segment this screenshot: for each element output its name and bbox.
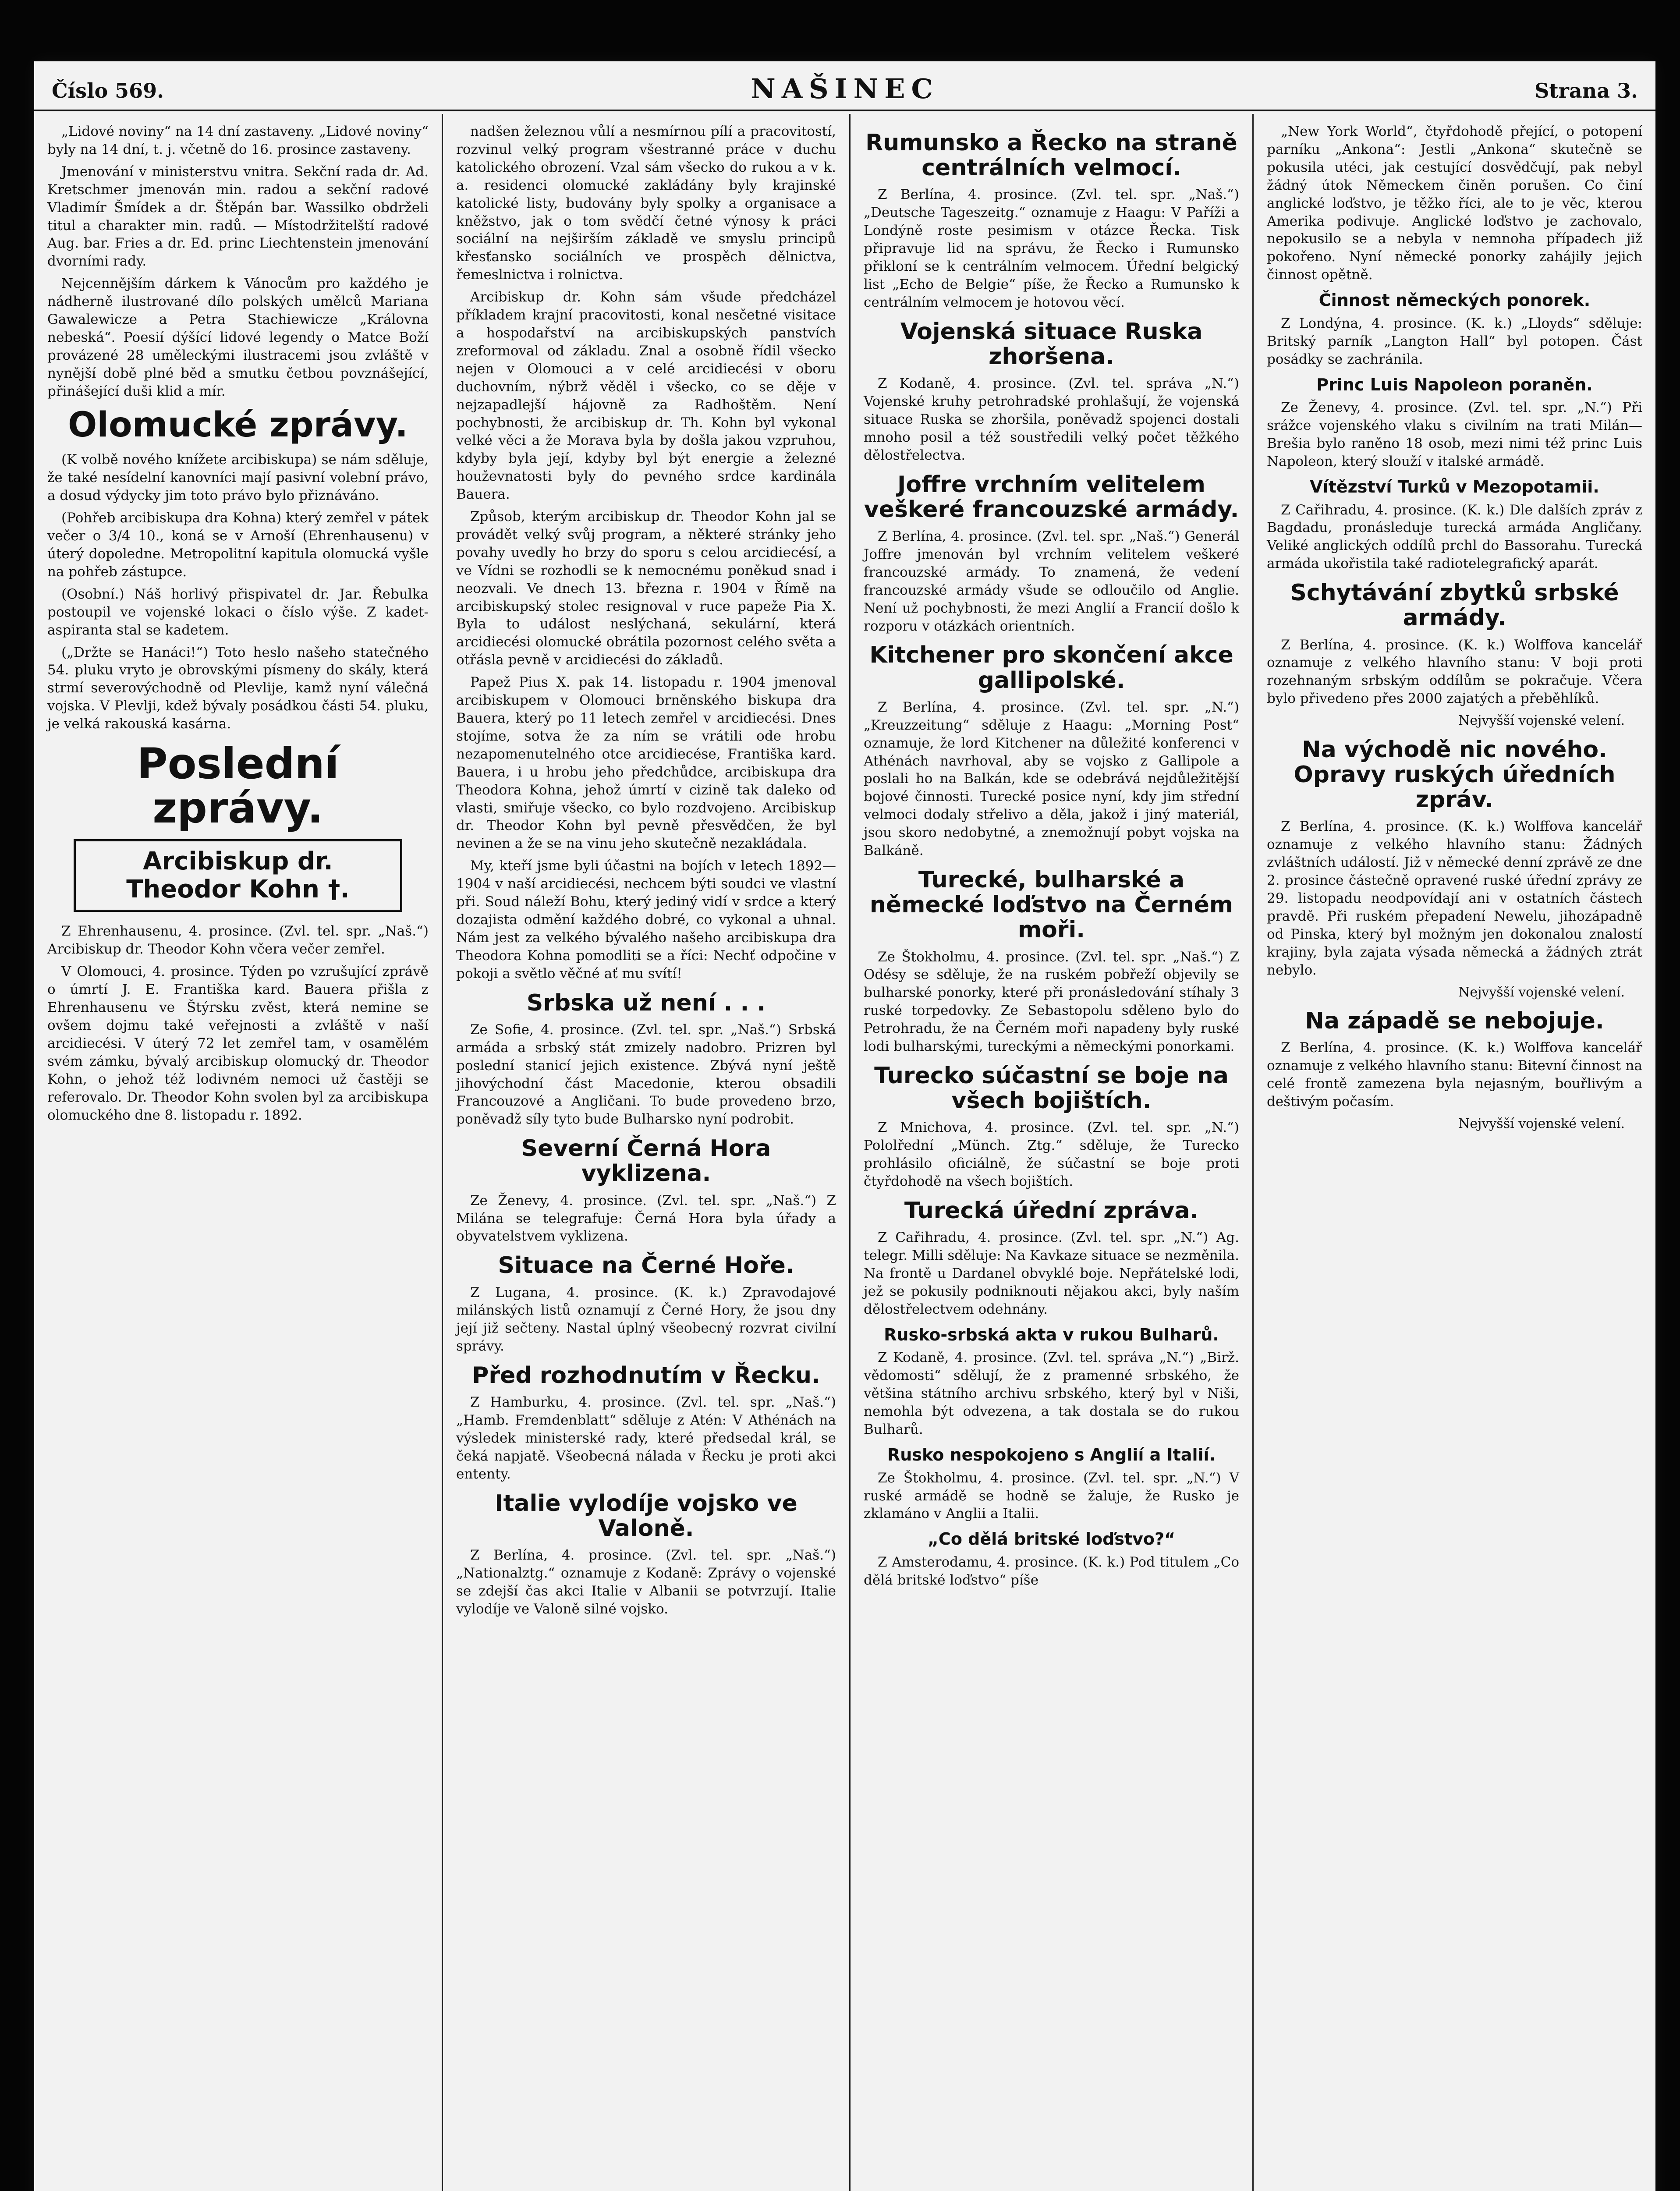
article-paragraph: (Pohřeb arcibiskupa dra Kohna) který zemřel v pátek večer o 3/4 10., koná se v Arnoší (Ehrenhausenu) v úterý dopoledne. Metropolitní kapitula olomucká vyšle na pohřeb zástupce. <box>47 510 429 580</box>
article-paragraph: Z Berlína, 4. prosince. (Zvl. tel. spr. „Naš.“) Generál Joffre jmenován byl vrchním velitelem veškeré francouzské armády. To znamená, že vedení francouzské armády všude se odloučilo od Anglie. Není už pochybnosti, že mezi Anglií a Francií došlo k rozporu v otázkách orientních. <box>864 528 1239 634</box>
article-paragraph: Z Cařihradu, 4. prosince. (Zvl. tel. spr. „N.“) Ag. telegr. Milli sděluje: Na Kavkaze situace se nezměnila. Na frontě u Dardanel obvyklé boje. Nepřátelské lodi, jež se pokusily podniknouti nějakou akci, byly naším dělostřelectvem odehnány. <box>864 1230 1239 1317</box>
article-heading: Činnost německých ponorek. <box>1318 291 1591 310</box>
article-paragraph: „Lidové noviny“ na 14 dní zastaveny. „Lidové noviny“ byly na 14 dní, t. j. včetně do 16. prosince zastaveny. <box>47 124 429 157</box>
article-paragraph: Z Mnichova, 4. prosince. (Zvl. tel. spr. „N.“) Pololřední „Münch. Ztg.“ sděluje, že Turecko prohlásilo oficiálně, že súčastní se boje proti čtyřdohodě na všech bojištích. <box>864 1120 1239 1190</box>
signature: Nejvyšší vojenské velení. <box>1458 1116 1625 1131</box>
article-paragraph: („Držte se Hanáci!“) Toto heslo našeho statečného 54. pluku vryto je obrovskými písmeny do skály, která strmí severovýchodně od Plevlije, kamž nyní válečná vojska. V Plevlji, kdež bývaly posádkou části 54. pluku, je velká rakouská kasárna. <box>47 644 429 732</box>
article-heading: Severní Černá Hora vyklizena. <box>521 1135 771 1187</box>
article-paragraph: Ze Štokholmu, 4. prosince. (Zvl. tel. spr. „N.“) V ruské armádě se hodně se žaluje, že Rusko je zklamáno v Anglii a Italii. <box>864 1470 1239 1522</box>
obituary-box: Arcibiskup dr. Theodor Kohn †. <box>74 839 402 912</box>
section-heading: Olomucké zprávy. <box>67 405 408 445</box>
article-paragraph: Arcibiskup dr. Kohn sám všude předcházel příkladem krajní pracovitosti, konal nesčetné visitace a hospodařství na arcibiskupských panstvích zreformoval od základu. Znal a osobně řídil všecko nejen v Olomouci a v celé arcidiecési v oboru duchovním, nýbrž věděl i všecko, co se děje v nejzapadlejší hájovně za Radhoštěm. Není pochybnosti, že arcibiskup dr. Th. Kohn byl vykonal velké věci a že Morava byla by došla jakou vzpruhou, kdyby byla její, kdyby byl být energie a železné houževnatosti byly do pevného srdce kardinála Bauera. <box>456 289 836 503</box>
newspaper-page <box>34 61 1655 2191</box>
article-paragraph: Ze Ženevy, 4. prosince. (Zvl. tel. spr. „Naš.“) Z Milána se telegrafuje: Černá Hora byla úřady a obyvatelstvem vyklizena. <box>456 1192 836 1244</box>
page-number: Strana 3. <box>1535 79 1638 103</box>
article-heading: Vojenská situace Ruska zhoršena. <box>900 318 1203 370</box>
article-heading: Kitchener pro skončení akce gallipolské. <box>869 642 1233 694</box>
article-paragraph: Papež Pius X. pak 14. listopadu r. 1904 jmenoval arcibiskupem v Olomouci brněnského biskupa dra Bauera, který po 11 letech zemřel v arcidiecési. Dnes stojíme, sotva že za ním se vrátili ode hrobu nezapomenutelného otce arcidiecése, Františka kard. Bauera, i u hrobu jeho předchůdce, arcibiskupa dra Theodora Kohna, jehož úmrtí v cizině tak daleko od vlasti, smiřuje všecko, co bylo rozdvojeno. Arcibiskup dr. Theodor Kohn byl pevně přesvědčen, že byl nevinen a že se na vinu jeho skutečně nezakládala. <box>456 674 836 852</box>
article-paragraph: Z Amsterodamu, 4. prosince. (K. k.) Pod titulem „Co dělá britské loďstvo“ píše <box>864 1554 1239 1588</box>
article-heading: Na západě se nebojuje. <box>1305 1008 1604 1035</box>
article-heading: Vítězství Turků v Mezopotamii. <box>1310 477 1599 496</box>
article-paragraph: Z Berlína, 4. prosince. (K. k.) Wolffova kancelář oznamuje z velkého hlavního stanu: Bitevní činnost na celé frontě zamezena byla nejasným, bouřlivým a deštivým počasím. <box>1267 1040 1642 1110</box>
newspaper-title: NAŠINEC <box>751 73 939 105</box>
article-paragraph: Ze Štokholmu, 4. prosince. (Zvl. tel. spr. „Naš.“) Z Odésy se sděluje, že na ruském pobřeží objevily se bulharské ponorky, které při pronásledování stíhaly 3 ruské torpedovky. Ze Sebastopolu sděleno bylo do Petrohradu, že na Černém moři napadeny byly ruské lodi bulharskými, tureckými a německými ponorkami. <box>864 949 1239 1055</box>
signature: Nejvyšší vojenské velení. <box>1458 984 1625 1000</box>
article-paragraph: Z Berlína, 4. prosince. (Zvl. tel. spr. „Naš.“) „Nationalztg.“ oznamuje z Kodaně: Zprávy o vojenské se zdejší čas akci Italie v Albanii se potvrzují. Italie vylodíje ve Valoně silné vojsko. <box>456 1547 836 1617</box>
article-heading: Turecko súčastní se boje na všech bojištích. <box>874 1062 1229 1114</box>
article-heading: Situace na Černé Hoře. <box>498 1252 794 1279</box>
article-paragraph: Jmenování v ministerstvu vnitra. Sekční rada dr. Ad. Kretschmer jmenován min. radou a sekční radové Vladimír Šmídek a dr. Štěpán bar. Wassilko obdrželi titul a charakter min. radů. — Místodržitelští radové Aug. bar. Fries a dr. Ed. princ Liechtenstein jmenování dvorními rady. <box>47 163 429 269</box>
issue-number: Číslo 569. <box>52 79 164 103</box>
column-2 <box>442 114 849 2191</box>
article-paragraph: Z Berlína, 4. prosince. (Zvl. tel. spr. „N.“) „Kreuzzeitung“ sděluje z Haagu: „Morning Post“ oznamuje, že lord Kitchener na důležité konferenci v Athénách navrhoval, aby se vojsko z Gallipole a poslali ho na Balkán, kde se odebrává nejdůležitější bojové činnosti. Turecké posice nyní, kdy jim střední velmoci dodaly střelivo a děla, jakož i jiný materiál, jsou skoro nedobytné, a znemožnují pobyt vojska na Balkáně. <box>864 699 1239 859</box>
article-heading: Princ Luis Napoleon poraněn. <box>1316 375 1593 394</box>
section-heading: Poslední zprávy. <box>137 739 339 833</box>
article-paragraph: Nejcennějším dárkem k Vánocům pro každého je nádherně ilustrované dílo polských umělců Mariana Gawalewicze a Petra Stachiewicze „Královna nebeská“. Poesií dýšící lidové legendy o Matce Boží provázené 28 uměleckými ilustracemi jsou zvláště v nynější době plné běd a smutku četbou povznášející, přinášející duši klid a mír. <box>47 276 429 399</box>
article-heading: Schytávání zbytků srbské armády. <box>1290 580 1619 631</box>
article-paragraph: Z Kodaně, 4. prosince. (Zvl. tel. správa „N.“) „Birž. vědomosti“ sdělují, že z pramenné srbského, že většina státního archivu srbského, který byl v Niši, nemohla být odvezena, a tak dostala se do rukou Bulharů. <box>864 1350 1239 1437</box>
article-heading: Turecká úřední zpráva. <box>904 1197 1199 1224</box>
article-paragraph: V Olomouci, 4. prosince. Týden po vzrušující zprávě o úmrtí J. E. Františka kard. Bauera přišla z Ehrenhausenu ve Štýrsku zvěst, která nemine se ovšem dojmu také veřejnosti a zvláště v naší arcidiecési. V úterý 72 let zemřel tam, v osamělém svém zámku, bývalý arcibiskup olomucký dr. Theodor Kohn, o jehož též lodivném nemoci už častěji se referovalo. Dr. Theodor Kohn svolen byl za arcibiskupa olomuckého dne 8. listopadu r. 1892. <box>47 964 429 1123</box>
column-1 <box>34 114 442 2191</box>
article-paragraph: „New York World“, čtyřdohodě přející, o potopení parníku „Ankona“: Jestli „Ankona“ skutečně se pokusila utéci, jak cestující dosvědčují, pak nebyl žádný útok Německem činěn porušen. Co činí anglické loďstvo, je těžko říci, ale to je věc, kterou Amerika podivuje. Anglické loďstvo je zachovalo, nepokusilo se a nebyla v nemnoha případech již pokořeno. Nyní německé ponorky zahájily jejich činnost opětně. <box>1267 124 1642 283</box>
article-heading: „Co dělá britské loďstvo?“ <box>927 1529 1176 1549</box>
article-heading: Rumunsko a Řecko na straně centrálních velmocí. <box>865 130 1237 181</box>
article-paragraph: My, kteří jsme byli účastni na bojích v letech 1892—1904 v naší arcidiecési, nechcem býti soudci ve vlastní při. Soud náleží Bohu, který jediný vidí v srdce a který dozajista odmění každého dobré, co vykonal a uhnal. Nám jest za velkého bývalého našeho arcibiskupa dra Theodora Kohna pomodliti se a říci: Nechť odpočine v pokoji a světlo věčné ať mu svítí! <box>456 858 836 982</box>
article-paragraph: Způsob, kterým arcibiskup dr. Theodor Kohn jal se provádět velký svůj program, a některé stránky jeho povahy uvedly ho brzy do sporu s celou arcidiecésí, a ve Vídni se rozhodli se k nemocnému poněkud snad i neozvali. Ve dnech 13. března r. 1904 v Římě na arcibiskupský stolec resignoval v ruce papeže Pia X. Byla to událost neslýchaná, sekulární, která arcidiecési olomucké obrátila pozornost celého světa a otřásla pevně v arcidiecési do základů. <box>456 509 836 668</box>
article-paragraph: (Osobní.) Náš horlivý přispivatel dr. Jar. Řebulka postoupil ve vojenské lokaci o číslo výše. Z kadet-aspiranta stal se kadetem. <box>47 586 429 638</box>
article-paragraph: Z Cařihradu, 4. prosince. (K. k.) Dle dalších zpráv z Bagdadu, pronásleduje turecká armáda Angličany. Veliké anglických oddílů prchl do Bassorahu. Turecká armáda ukořistila také radiotelegrafický aparát. <box>1267 502 1642 572</box>
article-heading: Rusko-srbská akta v rukou Bulharů. <box>884 1325 1219 1344</box>
article-paragraph: (K volbě nového knížete arcibiskupa) se nám sděluje, že také nesídelní kanovníci mají pasivní volební právo, a dosud výdycky jim toto právo bylo přiznáváno. <box>47 452 429 504</box>
article-paragraph: Ze Sofie, 4. prosince. (Zvl. tel. spr. „Naš.“) Srbská armáda a srbský stát zmizely nadobro. Prizren byl poslední stanicí jejich existence. Zbývá nyní ještě jihovýchodní část Macedonie, kterou obsadili Francouzové a Angličani. To bude provedeno brzo, poněvadž síly tyto bude Bulharsko nyní podrobit. <box>456 1021 836 1127</box>
article-paragraph: Z Berlína, 4. prosince. (K. k.) Wolffova kancelář oznamuje z velkého hlavního stanu: V boji proti rozehnaným srbským oddílům se pokračuje. Včera bylo přivedeno přes 2000 zajatých a přeběhlíků. <box>1267 637 1642 707</box>
signature: Nejvyšší vojenské velení. <box>1458 713 1625 729</box>
article-heading: Rusko nespokojeno s Anglií a Italií. <box>887 1445 1216 1464</box>
article-heading: Italie vylodíje vojsko ve Valoně. <box>495 1490 797 1542</box>
article-heading: Před rozhodnutím v Řecku. <box>472 1362 820 1389</box>
article-heading: Srbska už není . . . <box>526 989 766 1016</box>
article-paragraph: Z Lugana, 4. prosince. (K. k.) Zpravodajové milánských listů oznamují z Černé Hory, že jsou dny její již sečteny. Nastal úplný všeobecný rozvrat civilní správy. <box>456 1284 836 1354</box>
article-paragraph: Z Kodaně, 4. prosince. (Zvl. tel. správa „N.“) Vojenské kruhy petrohradské prohlašují, že vojenská situace Ruska se zhoršila, poněvadž spojenci dostali mnoho posil a též soustředili velký počet těžkého dělostřelectva. <box>864 376 1239 463</box>
column-4 <box>1252 114 1655 2191</box>
masthead <box>34 61 1655 111</box>
article-paragraph: Z Hamburku, 4. prosince. (Zvl. tel. spr. „Naš.“) „Hamb. Fremdenblatt“ sděluje z Atén: V Athénách na výsledek ministerské rady, které předsedal král, se čeká napjatě. Všeobecná nálada v Řecku je proti akci ententy. <box>456 1394 836 1482</box>
article-heading: Na východě nic nového. Opravy ruských úředních zpráv. <box>1294 736 1616 813</box>
article-paragraph: nadšen železnou vůlí a nesmírnou pílí a pracovitostí, rozvinul velký program všestranné práce v duchu katolického obrození. Vzal sám všecko do rukou a v k. a. residenci olomucké zakládány byly krajinské katolické listy, budovány byly spolky a organisace a kněžstvo, jak o tom svědčí četné výnosy k práci sociální na nejširším základě ve smyslu principů křesťansko sociálních ve prospěch dělnictva, řemeslnictva i rolnictva. <box>456 124 836 283</box>
article-paragraph: Z Berlína, 4. prosince. (Zvl. tel. spr. „Naš.“) „Deutsche Tageszeitg.“ oznamuje z Haagu: V Paříži a Londýně roste pesimism v otázce Řecka. Tisk připravuje lid na správu, že Řecko i Rumunsko přikloní se k centrálním velmocem. Úřední belgický list „Echo de Belgie“ píše, že Řecko a Rumunsko k centrálním velmocem je hotovou věcí. <box>864 187 1239 310</box>
article-heading: Turecké, bulharské a německé loďstvo na Černém moři. <box>869 866 1233 943</box>
column-3 <box>849 114 1252 2191</box>
article-heading: Joffre vrchním velitelem veškeré francouzské armády. <box>864 471 1239 523</box>
article-paragraph: Z Londýna, 4. prosince. (K. k.) „Lloyds“ sděluje: Britský parník „Langton Hall“ byl potopen. Část posádky se zachránila. <box>1267 315 1642 367</box>
article-paragraph: Z Berlína, 4. prosince. (K. k.) Wolffova kancelář oznamuje z velkého hlavního stanu: Žádných zvláštních událostí. Již v německé denní zprávě ze dne 2. prosince částečně opravené ruské úřední zprávy ze 29. listopadu neodpovídají ani v ostatních částech pravdě. Při ruském přepadení Newelu, jihozápadně od Pinska, který byl možným jen dokonalou znalostí krajiny, byla zajata výsada německá a žádných ztrát nebylo. <box>1267 819 1642 978</box>
article-columns <box>34 114 1655 2191</box>
article-paragraph: Z Ehrenhausenu, 4. prosince. (Zvl. tel. spr. „Naš.“) Arcibiskup dr. Theodor Kohn včera večer zemřel. <box>47 923 429 957</box>
article-paragraph: Ze Ženevy, 4. prosince. (Zvl. tel. spr. „N.“) Při srážce vojenského vlaku s civilním na trati Milán—Brešia bylo raněno 18 osob, mezi nimi též princ Luis Napoleon, který slouží v italské armádě. <box>1267 400 1642 469</box>
